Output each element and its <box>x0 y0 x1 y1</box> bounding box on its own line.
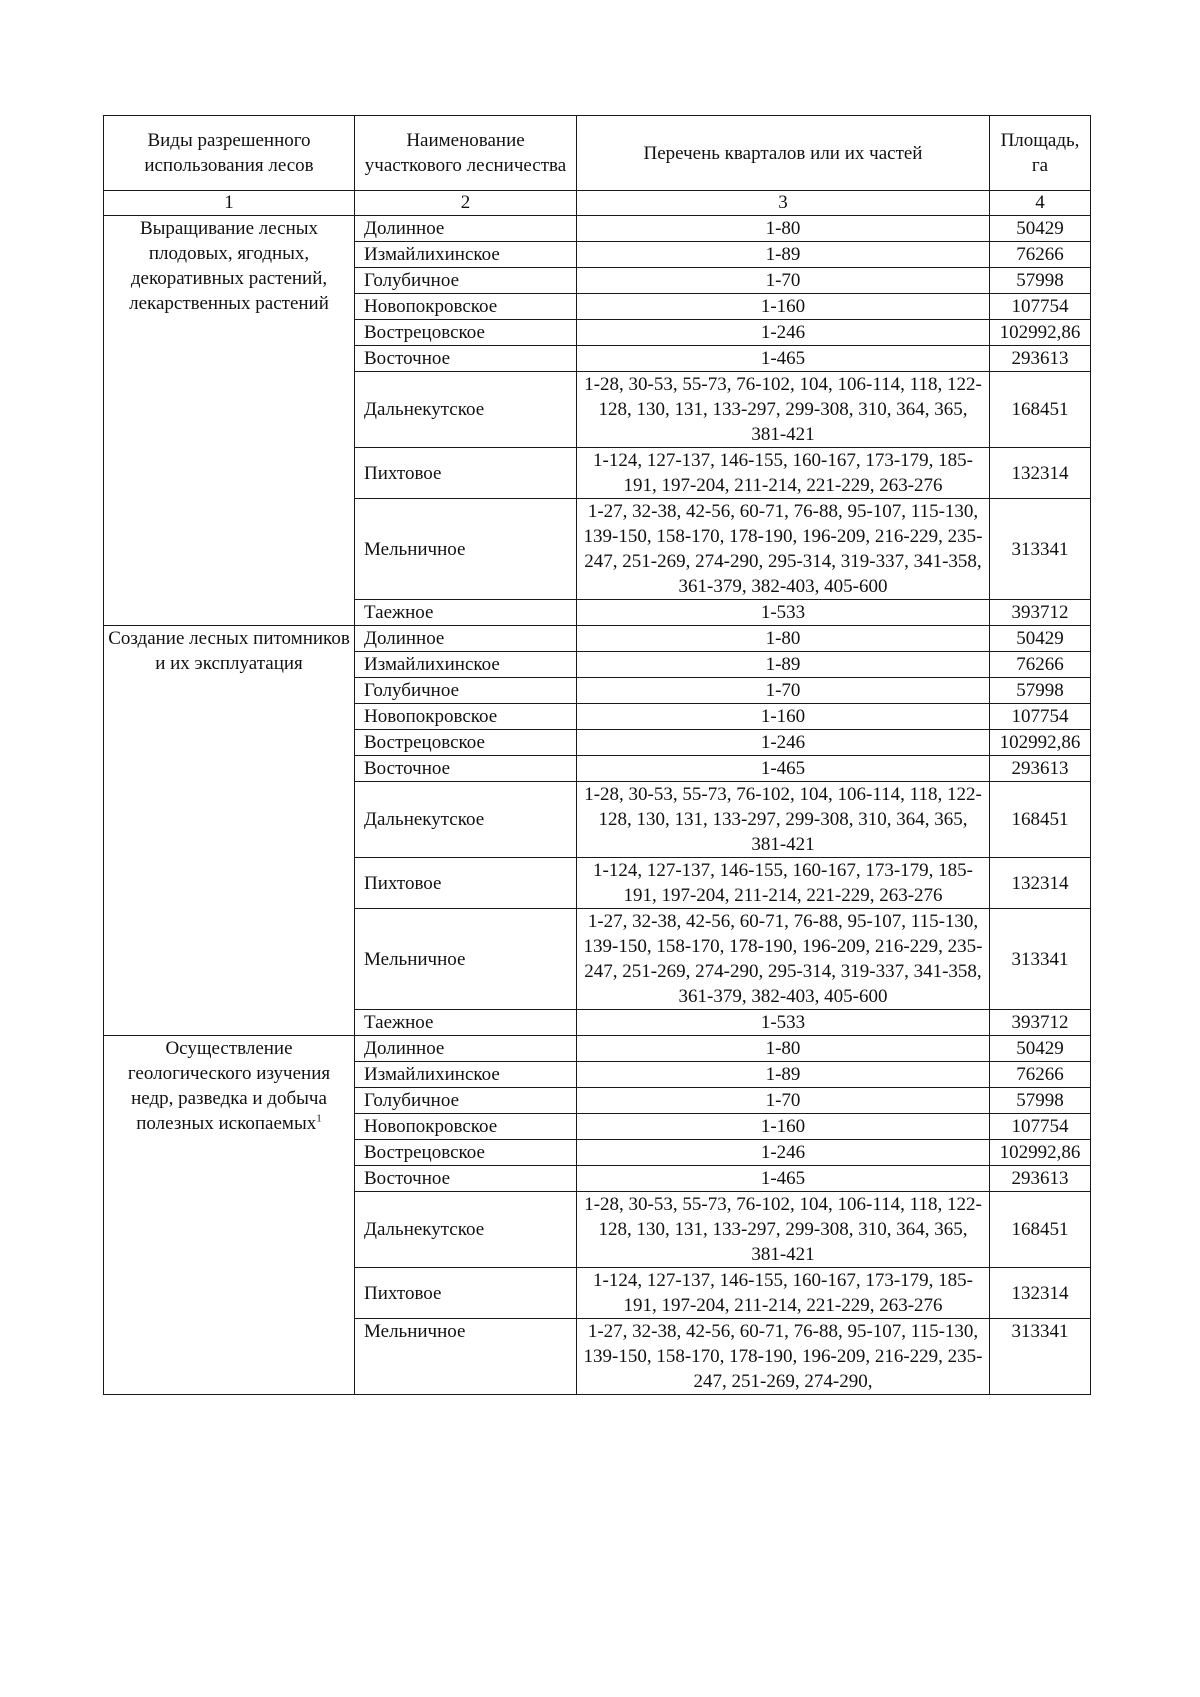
district-cell: Вострецовское <box>355 730 577 756</box>
district-cell: Долинное <box>355 1036 577 1062</box>
area-cell: 132314 <box>990 858 1091 909</box>
area-cell: 76266 <box>990 242 1091 268</box>
table-row <box>104 626 1091 652</box>
quarters-cell: 1-89 <box>577 652 990 678</box>
quarters-cell: 1-533 <box>577 600 990 626</box>
district-cell: Новопокровское <box>355 294 577 320</box>
quarters-cell: 1-27, 32-38, 42-56, 60-71, 76-88, 95-107, 115-130, 139-150, 158-170, 178-190, 196-209, 216-229, 235-247, 251-269, 274-290, <box>577 1319 990 1395</box>
area-cell: 107754 <box>990 1114 1091 1140</box>
quarters-cell: 1-89 <box>577 1062 990 1088</box>
quarters-cell: 1-160 <box>577 1114 990 1140</box>
quarters-cell: 1-70 <box>577 268 990 294</box>
quarters-cell: 1-246 <box>577 320 990 346</box>
district-cell: Измайлихинское <box>355 652 577 678</box>
area-cell: 293613 <box>990 1166 1091 1192</box>
district-cell: Голубичное <box>355 1088 577 1114</box>
quarters-cell: 1-246 <box>577 730 990 756</box>
area-cell: 313341 <box>990 1319 1091 1395</box>
district-cell: Дальнекутское <box>355 372 577 448</box>
area-cell: 76266 <box>990 652 1091 678</box>
district-cell: Восточное <box>355 346 577 372</box>
district-cell: Таежное <box>355 600 577 626</box>
column-number: 2 <box>355 191 577 216</box>
quarters-cell: 1-465 <box>577 1166 990 1192</box>
area-cell: 313341 <box>990 909 1091 1010</box>
area-cell: 107754 <box>990 704 1091 730</box>
area-cell: 168451 <box>990 1192 1091 1268</box>
district-cell: Новопокровское <box>355 704 577 730</box>
area-cell: 102992,86 <box>990 730 1091 756</box>
quarters-cell: 1-160 <box>577 294 990 320</box>
district-cell: Голубичное <box>355 678 577 704</box>
area-cell: 102992,86 <box>990 320 1091 346</box>
district-cell: Вострецовское <box>355 1140 577 1166</box>
area-cell: 57998 <box>990 678 1091 704</box>
district-cell: Дальнекутское <box>355 1192 577 1268</box>
quarters-cell: 1-80 <box>577 1036 990 1062</box>
area-cell: 50429 <box>990 626 1091 652</box>
area-cell: 393712 <box>990 600 1091 626</box>
quarters-cell: 1-80 <box>577 626 990 652</box>
quarters-cell: 1-124, 127-137, 146-155, 160-167, 173-179, 185-191, 197-204, 211-214, 221-229, 263-276 <box>577 448 990 499</box>
quarters-cell: 1-80 <box>577 216 990 242</box>
area-cell: 293613 <box>990 756 1091 782</box>
header-row <box>104 116 1091 191</box>
area-cell: 57998 <box>990 268 1091 294</box>
district-cell: Мельничное <box>355 499 577 600</box>
table-row <box>104 1036 1091 1062</box>
area-cell: 168451 <box>990 782 1091 858</box>
column-number-row <box>104 191 1091 216</box>
district-cell: Восточное <box>355 1166 577 1192</box>
quarters-cell: 1-27, 32-38, 42-56, 60-71, 76-88, 95-107, 115-130, 139-150, 158-170, 178-190, 196-209, 216-229, 235-247, 251-269, 274-290, 295-314, 319-337, 341-358, 361-379, 382-403, 405-600 <box>577 909 990 1010</box>
quarters-cell: 1-246 <box>577 1140 990 1166</box>
use-type-cell <box>104 216 355 626</box>
area-cell: 57998 <box>990 1088 1091 1114</box>
area-cell: 107754 <box>990 294 1091 320</box>
area-cell: 132314 <box>990 1268 1091 1319</box>
district-cell: Новопокровское <box>355 1114 577 1140</box>
header-use-type: Виды разрешенного использования лесов <box>104 116 355 191</box>
area-cell: 293613 <box>990 346 1091 372</box>
area-cell: 50429 <box>990 216 1091 242</box>
quarters-cell: 1-465 <box>577 756 990 782</box>
use-type-cell <box>104 1036 355 1395</box>
area-cell: 132314 <box>990 448 1091 499</box>
area-cell: 168451 <box>990 372 1091 448</box>
district-cell: Мельничное <box>355 909 577 1010</box>
area-cell: 102992,86 <box>990 1140 1091 1166</box>
quarters-cell: 1-70 <box>577 678 990 704</box>
quarters-cell: 1-89 <box>577 242 990 268</box>
area-cell: 313341 <box>990 499 1091 600</box>
use-type-label: Осуществление геологического изучения недр, разведка и добыча полезных ископаемых <box>127 1038 331 1134</box>
use-type-cell <box>104 626 355 1036</box>
quarters-cell: 1-28, 30-53, 55-73, 76-102, 104, 106-114, 118, 122-128, 130, 131, 133-297, 299-308, 310, 364, 365, 381-421 <box>577 1192 990 1268</box>
area-cell: 393712 <box>990 1010 1091 1036</box>
use-type-label: Выращивание лесных плодовых, ягодных, декоративных растений, лекарственных растений <box>129 218 329 314</box>
area-cell: 76266 <box>990 1062 1091 1088</box>
table-row <box>104 216 1091 242</box>
district-cell: Голубичное <box>355 268 577 294</box>
district-cell: Пихтовое <box>355 1268 577 1319</box>
column-number: 3 <box>577 191 990 216</box>
area-cell: 50429 <box>990 1036 1091 1062</box>
quarters-cell: 1-533 <box>577 1010 990 1036</box>
table-header <box>104 116 1091 216</box>
district-cell: Таежное <box>355 1010 577 1036</box>
district-cell: Долинное <box>355 626 577 652</box>
quarters-cell: 1-160 <box>577 704 990 730</box>
quarters-cell: 1-28, 30-53, 55-73, 76-102, 104, 106-114, 118, 122-128, 130, 131, 133-297, 299-308, 310, 364, 365, 381-421 <box>577 782 990 858</box>
header-quarters: Перечень кварталов или их частей <box>577 116 990 191</box>
footnote-marker: 1 <box>316 1112 322 1125</box>
table-body <box>104 216 1091 1395</box>
quarters-cell: 1-70 <box>577 1088 990 1114</box>
district-cell: Мельничное <box>355 1319 577 1395</box>
quarters-cell: 1-124, 127-137, 146-155, 160-167, 173-179, 185-191, 197-204, 211-214, 221-229, 263-276 <box>577 858 990 909</box>
district-cell: Вострецовское <box>355 320 577 346</box>
quarters-cell: 1-27, 32-38, 42-56, 60-71, 76-88, 95-107, 115-130, 139-150, 158-170, 178-190, 196-209, 216-229, 235-247, 251-269, 274-290, 295-314, 319-337, 341-358, 361-379, 382-403, 405-600 <box>577 499 990 600</box>
quarters-cell: 1-28, 30-53, 55-73, 76-102, 104, 106-114, 118, 122-128, 130, 131, 133-297, 299-308, 310, 364, 365, 381-421 <box>577 372 990 448</box>
header-district: Наименование участкового лесничества <box>355 116 577 191</box>
quarters-cell: 1-124, 127-137, 146-155, 160-167, 173-179, 185-191, 197-204, 211-214, 221-229, 263-276 <box>577 1268 990 1319</box>
use-type-label: Создание лесных питомников и их эксплуатация <box>108 628 350 674</box>
quarters-cell: 1-465 <box>577 346 990 372</box>
district-cell: Пихтовое <box>355 858 577 909</box>
district-cell: Измайлихинское <box>355 1062 577 1088</box>
header-area: Площадь, га <box>990 116 1091 191</box>
district-cell: Дальнекутское <box>355 782 577 858</box>
column-number: 1 <box>104 191 355 216</box>
column-number: 4 <box>990 191 1091 216</box>
district-cell: Восточное <box>355 756 577 782</box>
district-cell: Измайлихинское <box>355 242 577 268</box>
forest-use-table <box>103 115 1091 1395</box>
district-cell: Долинное <box>355 216 577 242</box>
district-cell: Пихтовое <box>355 448 577 499</box>
